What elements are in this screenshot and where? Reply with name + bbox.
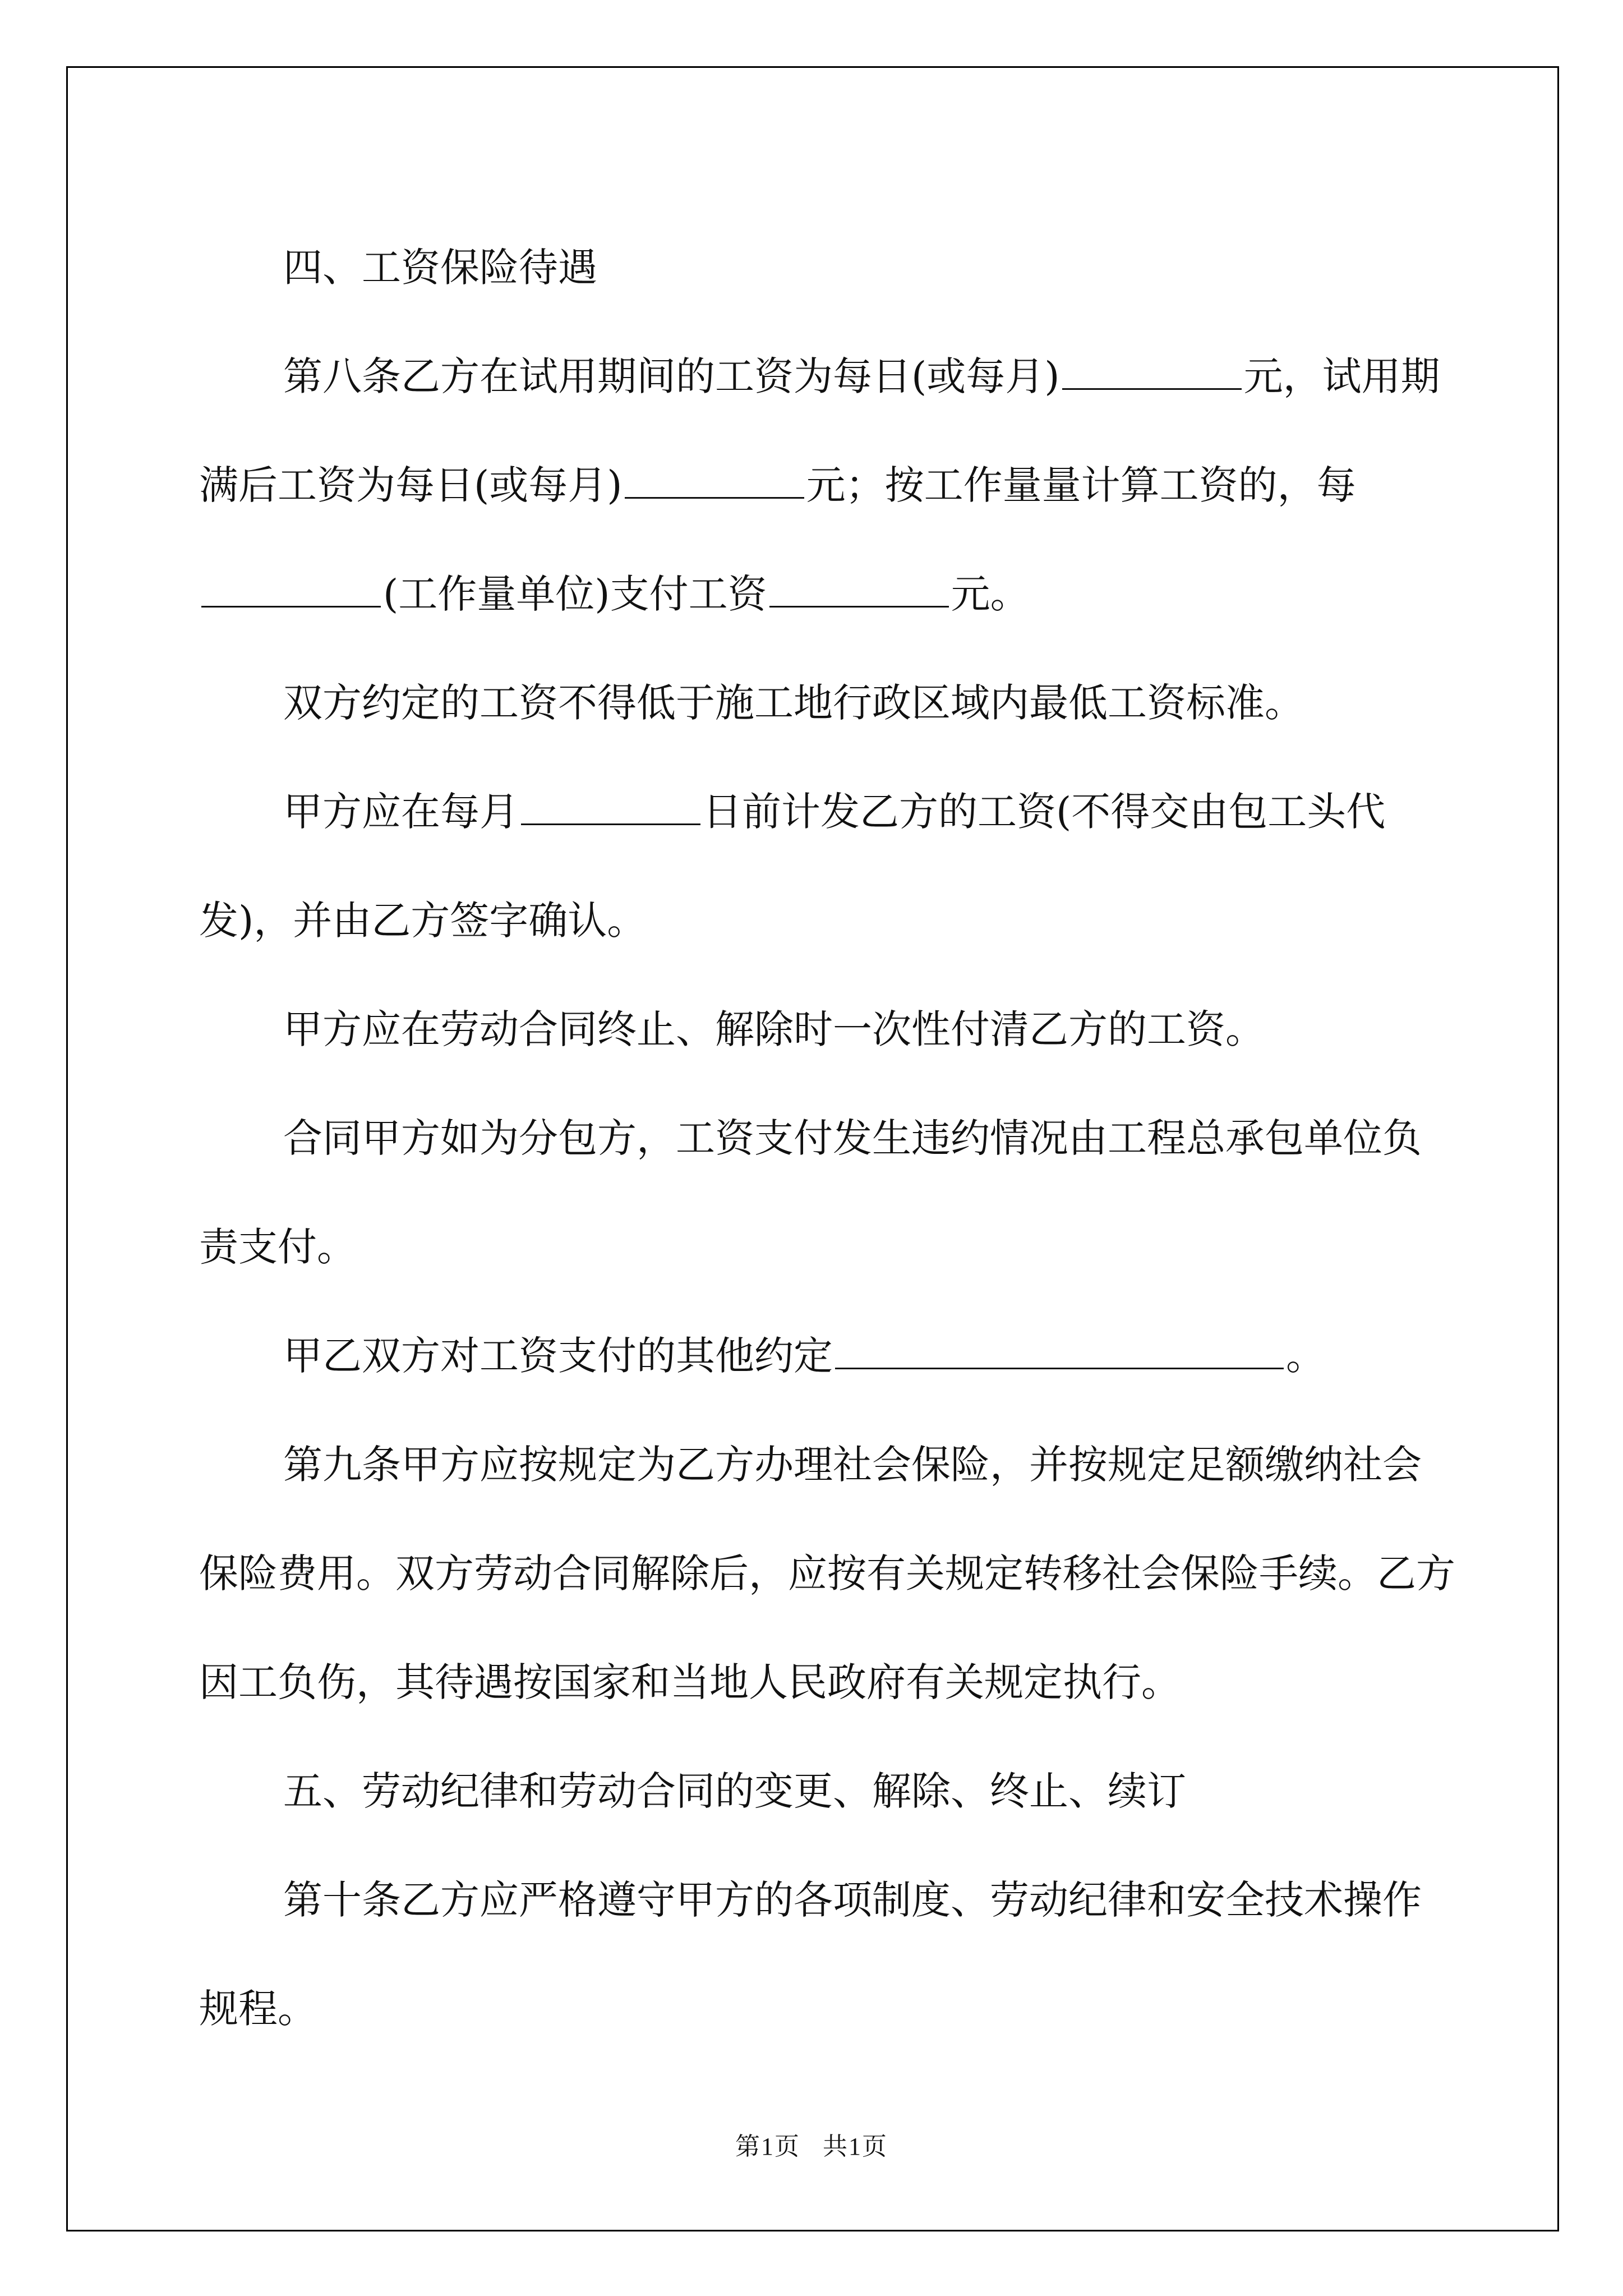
text: 。 — [1286, 1333, 1325, 1379]
document-body — [199, 213, 1458, 2063]
page-footer — [0, 2126, 1623, 2162]
section-heading-wages — [199, 213, 1458, 322]
text: (工作量单位)支付工资 — [383, 571, 767, 617]
text: 第八条乙方在试用期间的工资为每日(或每月) — [283, 353, 1060, 399]
article-8 — [199, 322, 1458, 648]
paragraph-final-pay — [199, 975, 1458, 1084]
section-heading-discipline — [199, 1737, 1458, 1846]
fill-blank[interactable] — [625, 458, 804, 499]
fill-blank[interactable] — [1062, 349, 1242, 390]
heading-text: 四、工资保险待遇 — [283, 245, 597, 291]
paragraph-other-agreement — [199, 1301, 1458, 1410]
fill-blank[interactable] — [521, 784, 700, 825]
text: 元。 — [951, 571, 1030, 617]
text: 双方约定的工资不得低于施工地行政区域内最低工资标准。 — [283, 680, 1304, 726]
text: 合同甲方如为分包方，工资支付发生违约情况由工程总承包单位负责支付。 — [199, 1115, 1422, 1270]
page-number: 第1页 — [735, 2133, 800, 2160]
text: 甲乙双方对工资支付的其他约定 — [283, 1333, 833, 1379]
page-total: 共1页 — [823, 2133, 888, 2160]
text: 甲方应在每月 — [283, 789, 519, 835]
text: 甲方应在劳动合同终止、解除时一次性付清乙方的工资。 — [283, 1006, 1265, 1052]
text: 元；按工作量量计算工资的，每 — [806, 462, 1356, 508]
heading-text: 五、劳动纪律和劳动合同的变更、解除、终止、续订 — [283, 1768, 1186, 1814]
fill-blank[interactable] — [835, 1328, 1284, 1369]
text: 第十条乙方应严格遵守甲方的各项制度、劳动纪律和安全技术操作规程。 — [199, 1877, 1422, 2032]
article-10 — [199, 1846, 1458, 2063]
paragraph-subcontractor — [199, 1084, 1458, 1301]
text: 第九条甲方应按规定为乙方办理社会保险，并按规定足额缴纳社会保险费用。双方劳动合同解除后，应按有关规定转移社会保险手续。乙方因工负伤，其待遇按国家和当地人民政府有关规定执行。 — [199, 1442, 1455, 1705]
article-9 — [199, 1410, 1458, 1737]
fill-blank[interactable] — [769, 567, 949, 608]
fill-blank[interactable] — [201, 567, 381, 608]
paragraph-pay-date — [199, 757, 1458, 975]
text: 日前计发乙方的工资(不得交由包工头代发)，并由乙方签字确认。 — [199, 789, 1386, 944]
text: 元，试用期满后工资为每日(或每月) — [199, 353, 1440, 508]
paragraph-min-wage — [199, 648, 1458, 757]
